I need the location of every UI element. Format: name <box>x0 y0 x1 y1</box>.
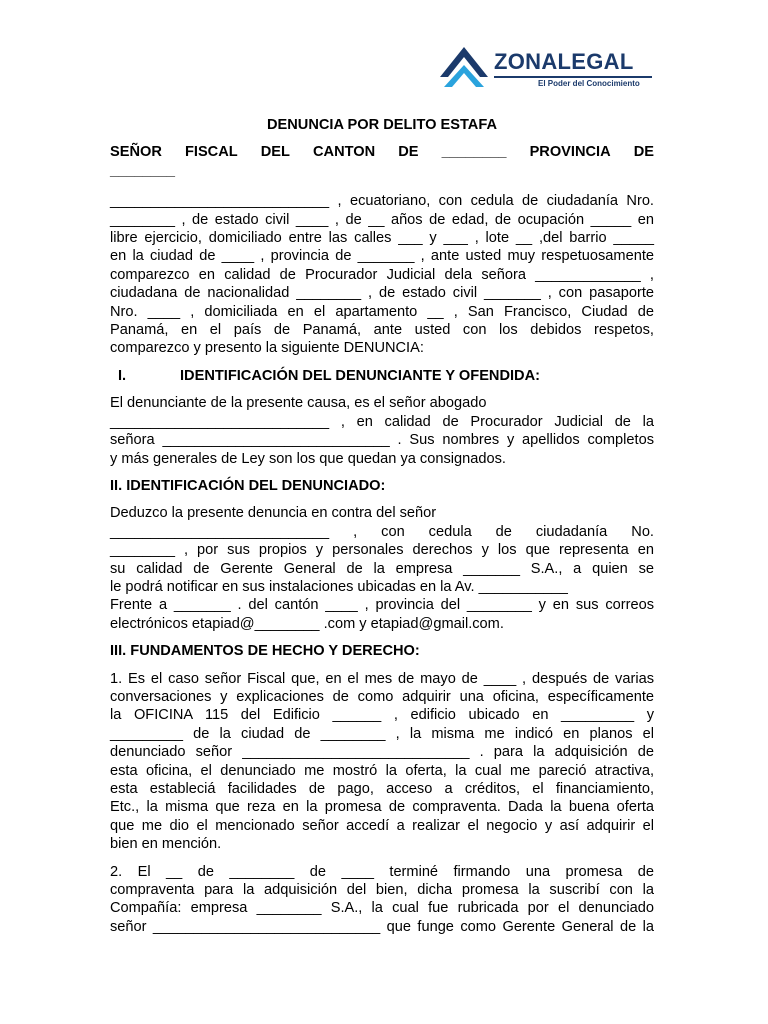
logo-brand: ZONALEGAL <box>494 49 634 74</box>
section-3-line: que me dio el mencionado señor accedí a realizar el negocio y así adquirir el <box>110 817 654 834</box>
intro-line: comparezco y presento la siguiente DENUNCIA: <box>110 340 424 357</box>
salutation-line-1 <box>110 143 654 161</box>
section-1-line: ___________________________ , en calidad de Procurador Judicial de la <box>110 413 654 430</box>
section-1-paragraph <box>110 394 654 468</box>
logo-tagline: El Poder del Conocimiento <box>538 79 640 88</box>
section-3-line: bien en mención. <box>110 836 222 853</box>
section-2-line: su calidad de Gerente General de la empresa _______ S.A., a quien se <box>110 560 654 577</box>
zonalegal-logo <box>436 43 656 93</box>
salutation-blank: ________ <box>441 144 507 161</box>
salutation-line-2: ________ <box>110 162 175 179</box>
section-2-line: ___________________________ , con cedula de ciudadanía No. <box>110 523 654 540</box>
salutation-word: SEÑOR <box>110 144 162 161</box>
salutation-word: DEL <box>260 144 290 161</box>
section-3-paragraph-1 <box>110 670 654 854</box>
intro-line: ciudadana de nacionalidad ________ , de estado civil _______ , con pasaporte <box>110 285 654 302</box>
section-1-number: I. <box>118 367 127 384</box>
section-1-line: señora ____________________________ . Sus nombres y apellidos completos <box>110 432 654 449</box>
section-2-line: Frente a _______ . del cantón ____ , provincia del ________ y en sus correos <box>110 597 654 614</box>
intro-paragraph <box>110 192 654 358</box>
salutation-word: PROVINCIA <box>529 144 611 161</box>
salutation-word: FISCAL <box>184 144 238 161</box>
section-3-line: 2. El __ de ________ de ____ terminé firmando una promesa de <box>110 863 654 880</box>
salutation-word: DE <box>633 144 654 161</box>
section-3-line: Etc., la misma que reza en la promesa de compraventa. Dada la buena oferta <box>110 799 654 816</box>
section-3-line: _________ de la ciudad de ________ , la misma me indicó en planos el <box>110 725 654 742</box>
section-2-paragraph <box>110 504 654 633</box>
section-3-line: esta estableciá facilidades de pago, acceso a créditos, el financiamiento, <box>110 781 654 797</box>
section-3-line: señor ____________________________ que funge como Gerente General de la <box>110 918 654 935</box>
section-2-line: ________ , por sus propios y personales derechos y los que representa en <box>110 542 654 559</box>
section-1-heading <box>118 367 654 385</box>
intro-line: Panamá, en el país de Panamá, ante usted con los debidos respetos, <box>110 322 654 339</box>
section-3-line: la OFICINA 115 del Edificio ______ , edificio ubicado en _________ y <box>110 707 654 724</box>
section-3-line: esta oficina, el denunciado me mostró la oferta, la cual me pareció atractiva, <box>110 762 654 779</box>
section-2-line: electrónicos etapiad@________ .com y etapiad@gmail.com. <box>110 615 504 632</box>
section-2-line: Deduzco la presente denuncia en contra del señor <box>110 505 437 522</box>
section-3-line: 1. Es el caso señor Fiscal que, en el mes de mayo de ____ , después de varias <box>110 670 654 687</box>
document-body <box>110 116 654 945</box>
salutation <box>110 143 654 180</box>
section-1-line: El denunciante de la presente causa, es el señor abogado <box>110 395 487 412</box>
section-1-line: y más generales de Ley son los que quedan ya consignados. <box>110 450 506 467</box>
intro-line: ________ , de estado civil ____ , de __ años de edad, de ocupación _____ en <box>110 211 654 228</box>
section-3-paragraph-2 <box>110 863 654 937</box>
section-3-line: conversaciones y explicaciones de como adquirir una oficina, específicamente <box>110 688 654 705</box>
logo-divider <box>494 76 652 78</box>
section-2-line: le podrá notificar en sus instalaciones ubicadas en la Av. ___________ <box>110 578 568 595</box>
section-1-title: IDENTIFICACIÓN DEL DENUNCIANTE Y OFENDIDA: <box>180 367 540 384</box>
intro-line: en la ciudad de ____ , provincia de _______ , ante usted muy respetuosamente <box>110 248 654 265</box>
intro-line: comparezco en calidad de Procurador Judicial dela señora _____________ , <box>110 266 654 283</box>
logo-house-icon <box>436 43 492 93</box>
document-title: DENUNCIA POR DELITO ESTAFA <box>266 117 497 133</box>
section-3-line: compraventa para la adquisición del bien, dicha promesa la suscribí con la <box>110 882 654 899</box>
intro-line: ___________________________ , ecuatoriano, con cedula de ciudadanía Nro. <box>110 193 654 210</box>
intro-line: libre ejercicio, domiciliado entre las calles ___ y ___ , lote __ ,del barrio _____ <box>110 230 654 247</box>
section-3-line: denunciado señor ____________________________ . para la adquisición de <box>110 744 654 761</box>
section-2-heading: II. IDENTIFICACIÓN DEL DENUNCIADO: <box>110 477 386 494</box>
section-3-heading: III. FUNDAMENTOS DE HECHO Y DERECHO: <box>110 643 420 660</box>
salutation-word: DE <box>398 144 419 161</box>
section-3-line: Compañía: empresa ________ S.A., la cual fue rubricada por el denunciado <box>110 900 654 917</box>
intro-line: Nro. ____ , domiciliada en el apartamento __ , San Francisco, Ciudad de <box>110 303 654 320</box>
salutation-word: CANTON <box>312 144 376 161</box>
